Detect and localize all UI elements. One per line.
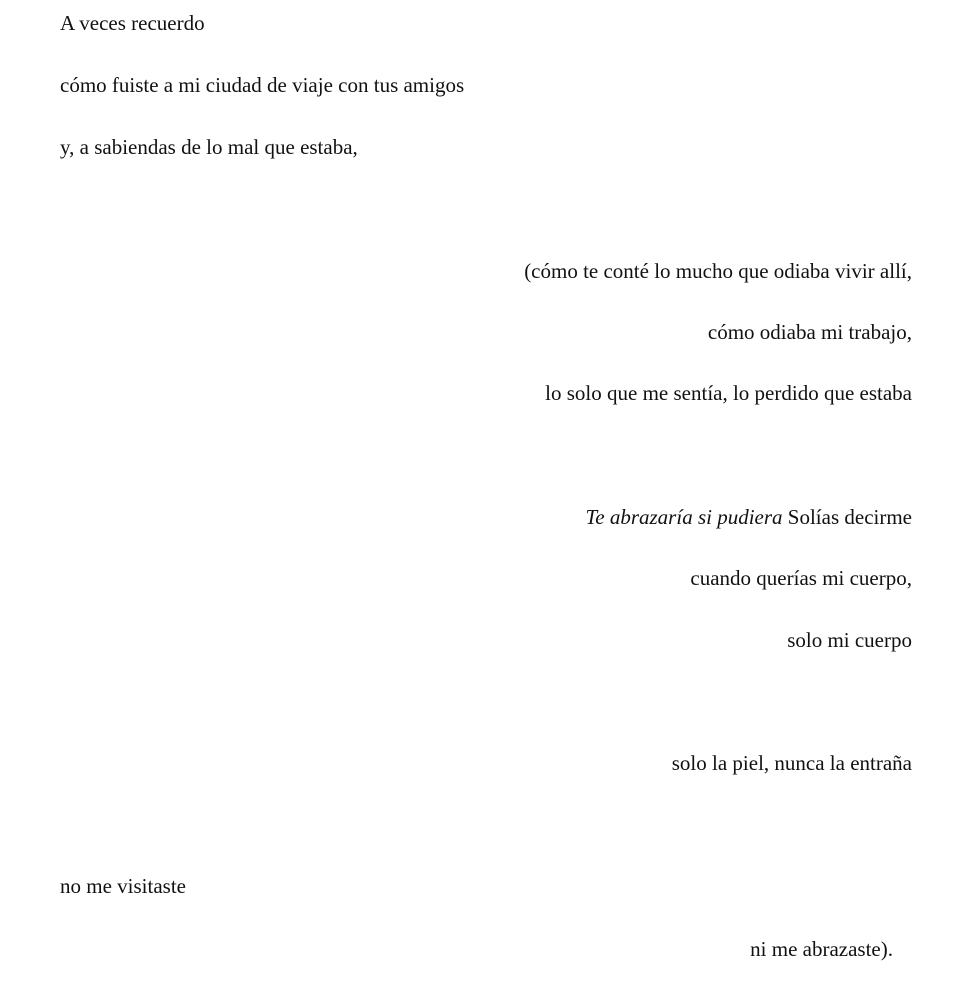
poem-line xyxy=(586,504,912,530)
poem-line: y, a sabiendas de lo mal que estaba, xyxy=(60,135,358,159)
poem-line: lo solo que me sentía, lo perdido que estaba xyxy=(545,381,912,405)
poem-line: solo la piel, nunca la entraña xyxy=(671,751,912,775)
italic-phrase: Te abrazaría si pudiera xyxy=(585,505,783,529)
poem-line-rest: Solías decirme xyxy=(782,505,912,529)
poem-line: solo mi cuerpo xyxy=(787,628,912,652)
poem-line: cómo odiaba mi trabajo, xyxy=(707,320,912,344)
poem-line: cómo fuiste a mi ciudad de viaje con tus amigos xyxy=(60,73,465,97)
poem-line: (cómo te conté lo mucho que odiaba vivir allí, xyxy=(524,259,912,283)
poem-line: A veces recuerdo xyxy=(60,11,205,35)
poem-line: no me visitaste xyxy=(60,874,186,898)
poem-line: ni me abrazaste). xyxy=(750,937,893,961)
poem-line: cuando querías mi cuerpo, xyxy=(690,566,912,590)
